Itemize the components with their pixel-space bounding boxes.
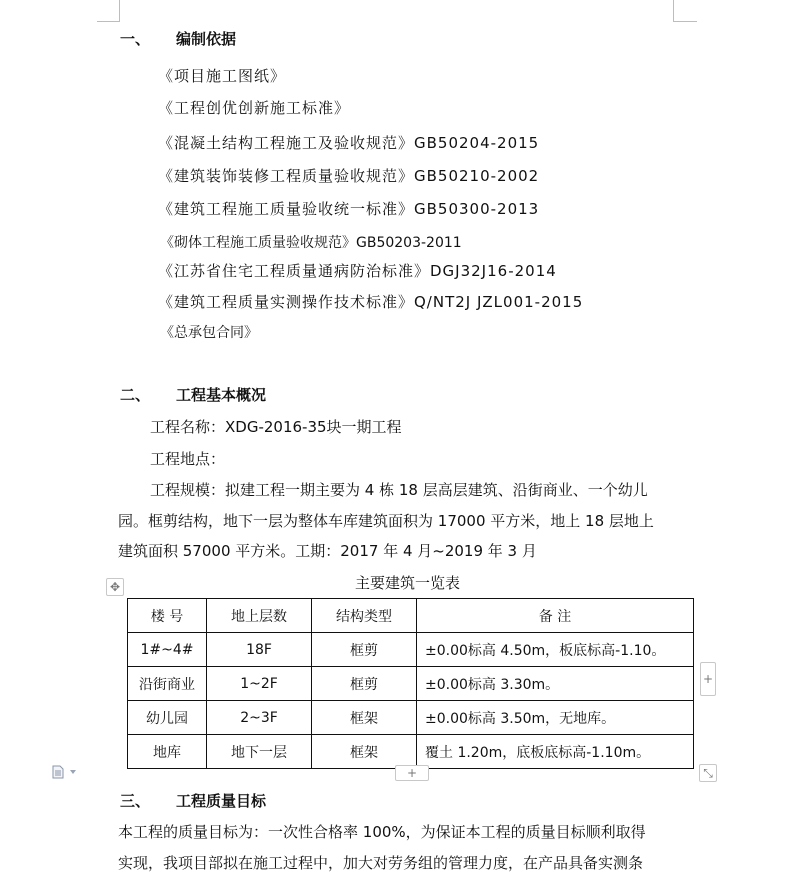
table-cell: 框架	[312, 701, 417, 735]
table-cell: 框剪	[312, 633, 417, 667]
reference-item: 《总承包合同》	[160, 325, 258, 341]
table-cell: ±0.00标高 3.50m，无地库。	[417, 701, 694, 735]
table-header-cell: 楼 号	[128, 599, 207, 633]
project-scale: 建筑面积 57000 平方米。工期：2017 年 4 月~2019 年 3 月	[118, 542, 537, 560]
table-move-handle[interactable]: ✥	[106, 578, 124, 596]
reference-item: 《建筑工程施工质量验收统一标准》GB50300-2013	[158, 200, 540, 218]
section-heading-2	[120, 384, 266, 405]
document-icon[interactable]	[52, 765, 64, 779]
building-table	[127, 598, 694, 769]
table-caption: 主要建筑一览表	[355, 574, 461, 592]
project-name: 工程名称：XDG-2016-35块一期工程	[150, 418, 402, 436]
section-title: 工程质量目标	[176, 792, 267, 810]
table-cell: 1#~4#	[128, 633, 207, 667]
page-margin-marker	[97, 21, 120, 22]
chevron-down-icon[interactable]	[70, 770, 76, 774]
reference-item: 《项目施工图纸》	[158, 67, 287, 85]
add-column-button[interactable]: +	[700, 662, 716, 696]
quality-text: 实现，我项目部拟在施工过程中，加大对劳务组的管理力度，在产品具备实测条	[118, 854, 644, 872]
table-resize-handle[interactable]: ⤡	[699, 764, 717, 782]
table-header-cell: 结构类型	[312, 599, 417, 633]
table-header-cell: 地上层数	[207, 599, 312, 633]
table-row	[128, 735, 694, 769]
section-title: 编制依据	[176, 30, 237, 48]
table-header-row	[128, 599, 694, 633]
page-margin-marker	[119, 0, 120, 22]
reference-item: 《工程创优创新施工标准》	[158, 99, 351, 117]
project-scale: 工程规模：拟建工程一期主要为 4 栋 18 层高层建筑、沿街商业、一个幼儿	[150, 481, 648, 499]
section-number: 三、	[120, 792, 151, 810]
reference-item: 《建筑装饰装修工程质量验收规范》GB50210-2002	[158, 167, 540, 185]
reference-item: 《江苏省住宅工程质量通病防治标准》DGJ32J16-2014	[158, 262, 557, 280]
table-cell: ±0.00标高 3.30m。	[417, 667, 694, 701]
table-cell: 2~3F	[207, 701, 312, 735]
reference-item: 《砌体工程施工质量验收规范》GB50203-2011	[160, 235, 462, 251]
page-margin-marker	[673, 21, 697, 22]
section-number: 二、	[120, 386, 151, 404]
section-title: 工程基本概况	[176, 386, 267, 404]
section-heading-1	[120, 28, 236, 49]
table-header-cell: 备 注	[417, 599, 694, 633]
section-number: 一、	[120, 30, 151, 48]
table-cell: 框架	[312, 735, 417, 769]
table-cell: 覆土 1.20m，底板底标高-1.10m。	[417, 735, 694, 769]
table-row	[128, 701, 694, 735]
table-cell: 地库	[128, 735, 207, 769]
section-heading-3	[120, 790, 266, 811]
reference-item: 《混凝土结构工程施工及验收规范》GB50204-2015	[158, 134, 540, 152]
table-cell: 框剪	[312, 667, 417, 701]
project-scale: 园。框剪结构，地下一层为整体车库建筑面积为 17000 平方米，地上 18 层地上	[118, 512, 654, 530]
table-cell: 地下一层	[207, 735, 312, 769]
table-cell: 沿街商业	[128, 667, 207, 701]
table-cell: 18F	[207, 633, 312, 667]
table-row	[128, 633, 694, 667]
add-row-button[interactable]: +	[395, 765, 429, 781]
reference-item: 《建筑工程质量实测操作技术标准》Q/NT2J JZL001-2015	[158, 293, 584, 311]
table-cell: ±0.00标高 4.50m，板底标高-1.10。	[417, 633, 694, 667]
table-row	[128, 667, 694, 701]
quality-text: 本工程的质量目标为：一次性合格率 100%，为保证本工程的质量目标顺利取得	[118, 823, 646, 841]
table-cell: 幼儿园	[128, 701, 207, 735]
page-margin-marker	[673, 0, 674, 22]
table-cell: 1~2F	[207, 667, 312, 701]
project-location: 工程地点：	[150, 450, 226, 468]
